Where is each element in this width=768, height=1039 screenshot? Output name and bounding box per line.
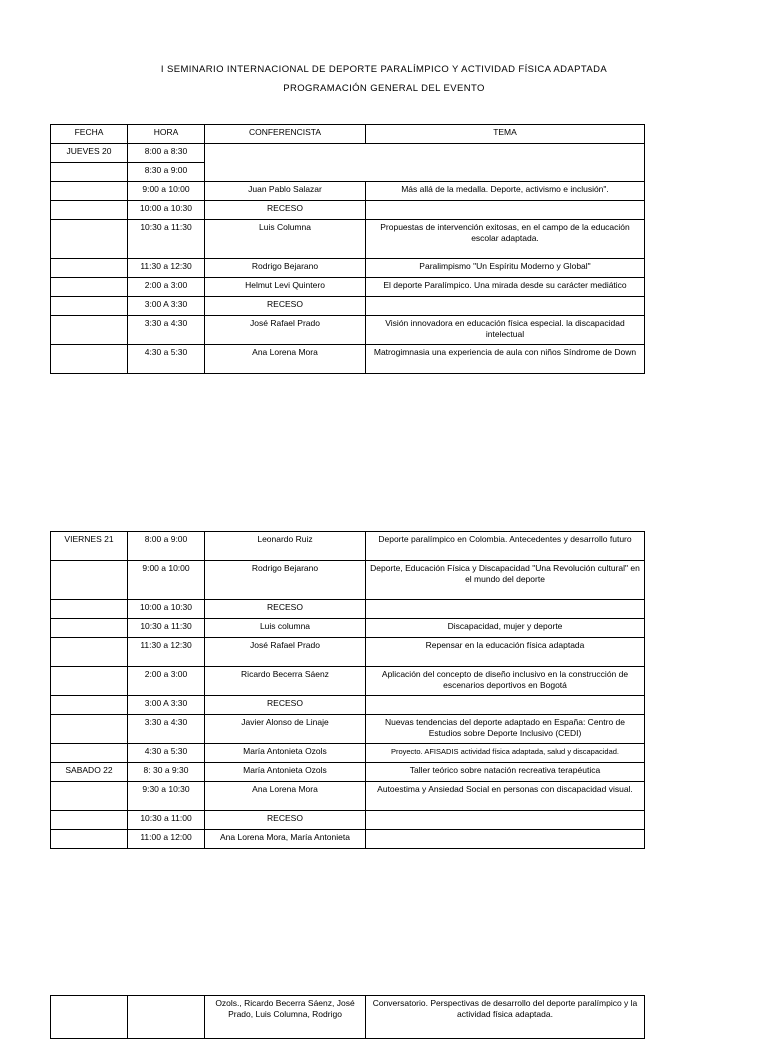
cell-hora: 9:00 a 10:00 (128, 561, 205, 600)
table-row (51, 696, 645, 715)
cell-conferencista: Ana Lorena Mora (205, 345, 366, 374)
cell-fecha (51, 278, 128, 297)
cell-tema: Deporte paralímpico en Colombia. Antecedentes y desarrollo futuro (366, 532, 645, 561)
cell-fecha (51, 201, 128, 220)
table-row (51, 830, 645, 849)
cell-fecha (51, 163, 128, 182)
cell-tema (366, 830, 645, 849)
cell-hora: 9:30 a 10:30 (128, 782, 205, 811)
table-header-row (51, 125, 645, 144)
table-row (51, 201, 645, 220)
cell-hora: 11:30 a 12:30 (128, 259, 205, 278)
cell-hora: 8:30 a 9:00 (128, 163, 205, 182)
table-row (51, 744, 645, 763)
cell-conferencista: María Antonieta Ozols (205, 744, 366, 763)
cell-hora: 10:00 a 10:30 (128, 201, 205, 220)
cell-hora: 8:00 a 9:00 (128, 532, 205, 561)
cell-hora: 11:00 a 12:00 (128, 830, 205, 849)
cell-tema: El deporte Paralímpico. Una mirada desde su carácter mediático (366, 278, 645, 297)
table-row (51, 144, 645, 163)
table-row (51, 259, 645, 278)
cell-fecha (51, 220, 128, 259)
table-row (51, 715, 645, 744)
cell-fecha (51, 600, 128, 619)
cell-fecha (51, 182, 128, 201)
cell-fecha (51, 667, 128, 696)
cell-fecha (51, 638, 128, 667)
cell-tema: Autoestima y Ansiedad Social en personas con discapacidad visual. (366, 782, 645, 811)
table-row (51, 561, 645, 600)
table-row (51, 811, 645, 830)
cell-tema (366, 811, 645, 830)
document-subtitle: PROGRAMACIÓN GENERAL DEL EVENTO (283, 83, 485, 94)
cell-hora: 8: 30 a 9:30 (128, 763, 205, 782)
cell-fecha (51, 316, 128, 345)
cell-tema: Conversatorio. Perspectivas de desarrollo del deporte paralímpico y la actividad física adaptada. (366, 996, 645, 1039)
cell-tema: Más allá de la medalla. Deporte, activismo e inclusión". (366, 182, 645, 201)
table-row (51, 782, 645, 811)
cell-conferencista: Ana Lorena Mora, María Antonieta (205, 830, 366, 849)
cell-tema (366, 696, 645, 715)
cell-conferencista: RECESO (205, 201, 366, 220)
cell-conferencista: Ana Lorena Mora (205, 782, 366, 811)
cell-hora: 10:30 a 11:30 (128, 619, 205, 638)
cell-tema: Visión innovadora en educación física especial. la discapacidad intelectual (366, 316, 645, 345)
cell-conferencista: María Antonieta Ozols (205, 763, 366, 782)
table-row (51, 220, 645, 259)
cell-conferencista: Juan Pablo Salazar (205, 182, 366, 201)
cell-tema: Paralimpismo "Un Espíritu Moderno y Global" (366, 259, 645, 278)
table-row (51, 532, 645, 561)
cell-fecha (51, 259, 128, 278)
cell-hora: 9:00 a 10:00 (128, 182, 205, 201)
column-header-hora: HORA (128, 125, 205, 144)
table-row (51, 182, 645, 201)
cell-tema: Proyecto. AFISADIS actividad física adaptada, salud y discapacidad. (366, 744, 645, 763)
cell-fecha (51, 782, 128, 811)
cell-fecha: VIERNES 21 (51, 532, 128, 561)
cell-hora: 10:30 a 11:00 (128, 811, 205, 830)
cell-conferencista: Ricardo Becerra Sáenz (205, 667, 366, 696)
cell-tema: Matrogimnasia una experiencia de aula con niños Síndrome de Down (366, 345, 645, 374)
cell-conferencista: Rodrigo Bejarano (205, 561, 366, 600)
schedule-table-day2-3 (50, 531, 645, 849)
cell-hora: 3:00 A 3:30 (128, 297, 205, 316)
cell-conferencista: RECESO (205, 696, 366, 715)
cell-hora (128, 996, 205, 1039)
column-header-fecha: FECHA (51, 125, 128, 144)
cell-conferencista: Rodrigo Bejarano (205, 259, 366, 278)
cell-conferencista: RECESO (205, 600, 366, 619)
cell-conferencista: José Rafael Prado (205, 316, 366, 345)
cell-tema: Propuestas de intervención exitosas, en el campo de la educación escolar adaptada. (366, 220, 645, 259)
cell-fecha (51, 811, 128, 830)
schedule-table-continuation (50, 995, 645, 1039)
table-row (51, 763, 645, 782)
cell-conferencista: Ozols., Ricardo Becerra Sáenz, José Prado, Luis Columna, Rodrigo (205, 996, 366, 1039)
cell-fecha (51, 744, 128, 763)
document-title: I SEMINARIO INTERNACIONAL DE DEPORTE PARALÍMPICO Y ACTIVIDAD FÍSICA ADAPTADA (160, 64, 608, 75)
table-row (51, 345, 645, 374)
table-row (51, 297, 645, 316)
column-header-tema: TEMA (366, 125, 645, 144)
cell-tema (366, 600, 645, 619)
table-row (51, 996, 645, 1039)
cell-conferencista: Luis Columna (205, 220, 366, 259)
cell-fecha (51, 996, 128, 1039)
cell-conferencista: Leonardo Ruiz (205, 532, 366, 561)
table-row (51, 667, 645, 696)
cell-hora: 3:00 A 3:30 (128, 696, 205, 715)
cell-hora: 11:30 a 12:30 (128, 638, 205, 667)
cell-hora: 10:30 a 11:30 (128, 220, 205, 259)
table-row (51, 316, 645, 345)
table-row (51, 619, 645, 638)
cell-conferencista: Luis columna (205, 619, 366, 638)
cell-tema: Taller teórico sobre natación recreativa terapéutica (366, 763, 645, 782)
cell-fecha (51, 696, 128, 715)
cell-tema: Repensar en la educación física adaptada (366, 638, 645, 667)
cell-tema: Deporte, Educación Física y Discapacidad "Una Revolución cultural" en el mundo del deporte (366, 561, 645, 600)
cell-fecha: JUEVES 20 (51, 144, 128, 163)
cell-conferencista-merged (205, 144, 645, 182)
cell-fecha (51, 619, 128, 638)
cell-tema: Discapacidad, mujer y deporte (366, 619, 645, 638)
cell-conferencista: Javier Alonso de Linaje (205, 715, 366, 744)
table-row (51, 638, 645, 667)
cell-fecha (51, 297, 128, 316)
cell-fecha (51, 830, 128, 849)
table-row (51, 600, 645, 619)
cell-tema: Nuevas tendencias del deporte adaptado en España: Centro de Estudios sobre Deporte Inclusivo (CEDI) (366, 715, 645, 744)
cell-hora: 4:30 a 5:30 (128, 744, 205, 763)
cell-conferencista: Helmut Levi Quintero (205, 278, 366, 297)
cell-fecha: SABADO 22 (51, 763, 128, 782)
table-row (51, 278, 645, 297)
cell-fecha (51, 715, 128, 744)
cell-tema: Aplicación del concepto de diseño inclusivo en la construcción de escenarios deportivos en Bogotá (366, 667, 645, 696)
cell-hora: 3:30 a 4:30 (128, 316, 205, 345)
cell-hora: 2:00 a 3:00 (128, 278, 205, 297)
cell-conferencista: RECESO (205, 297, 366, 316)
cell-hora: 10:00 a 10:30 (128, 600, 205, 619)
cell-tema (366, 201, 645, 220)
cell-conferencista: RECESO (205, 811, 366, 830)
cell-hora: 8:00 a 8:30 (128, 144, 205, 163)
cell-hora: 2:00 a 3:00 (128, 667, 205, 696)
column-header-conferencista: CONFERENCISTA (205, 125, 366, 144)
cell-tema (366, 297, 645, 316)
cell-conferencista: José Rafael Prado (205, 638, 366, 667)
cell-hora: 3:30 a 4:30 (128, 715, 205, 744)
cell-hora: 4:30 a 5:30 (128, 345, 205, 374)
cell-fecha (51, 345, 128, 374)
schedule-table-day1 (50, 124, 645, 374)
cell-fecha (51, 561, 128, 600)
